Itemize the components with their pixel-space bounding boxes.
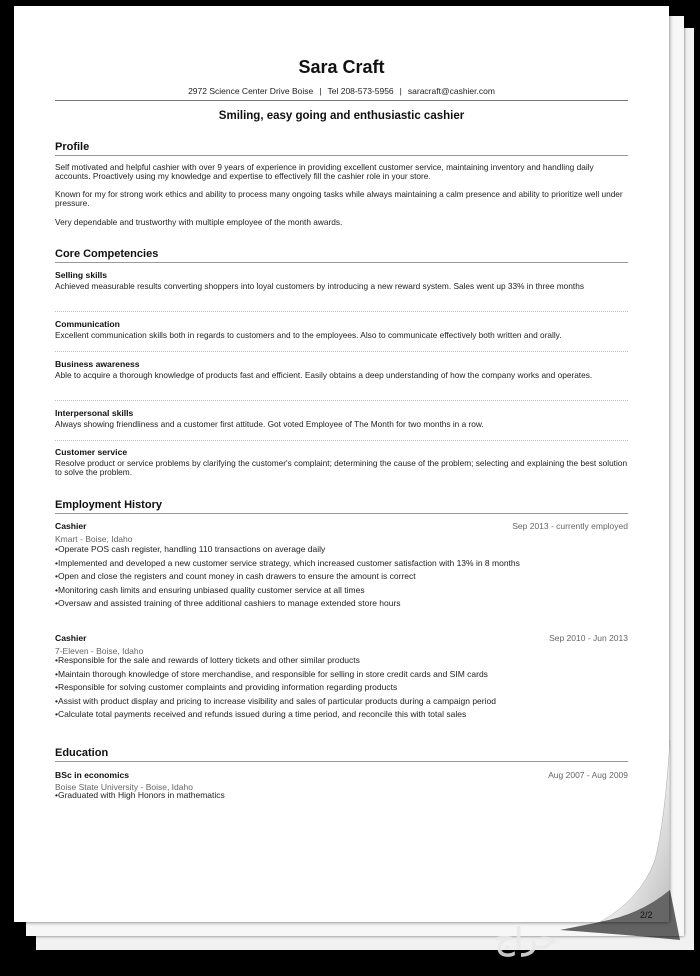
competency-desc: Resolve product or service problems by clarifying the customer's complaint; determining the cause of the problem; selecting and explaining the best solution to solve the problem. bbox=[55, 458, 628, 478]
job-date: Sep 2013 - currently employed bbox=[512, 521, 628, 531]
list-item: • Maintain thorough knowledge of store merchandise, and responsible for selling in store credit cards and SIM cards bbox=[55, 668, 628, 682]
list-item: • Oversaw and assisted training of three additional cashiers to manage extended store hours bbox=[55, 597, 628, 611]
list-item: • Assist with product display and pricing to increase visibility and sales of particular products during a campaign period bbox=[55, 695, 628, 709]
profile-paragraph-3: Very dependable and trustworthy with multiple employee of the month awards. bbox=[55, 217, 343, 227]
school: Boise State University - Boise, Idaho bbox=[55, 782, 193, 792]
employment-heading: Employment History bbox=[55, 499, 628, 514]
phone: Tel 208-573-5956 bbox=[327, 86, 394, 96]
profile-paragraph-2: Known for my for strong work ethics and ability to process many ongoing tasks while always maintaining a calm presence and ability to prioritize well under pressure. bbox=[55, 189, 623, 209]
list-item: • Monitoring cash limits and ensuring unbiased quality customer service at all times bbox=[55, 584, 628, 598]
header-divider bbox=[55, 100, 628, 101]
competency-title: Business awareness bbox=[55, 359, 140, 369]
competency-title: Interpersonal skills bbox=[55, 408, 134, 418]
competency-title: Customer service bbox=[55, 447, 128, 457]
competency-desc: Excellent communication skills both in regards to customers and to the employees. Also to communicate effectively both written and orally. bbox=[55, 330, 562, 340]
profile-heading: Profile bbox=[55, 141, 628, 156]
list-item: • Responsible for solving customer complaints and providing information regarding products bbox=[55, 681, 628, 695]
job-employer: 7-Eleven - Boise, Idaho bbox=[55, 646, 144, 656]
list-item: • Responsible for the sale and rewards of lottery tickets and other similar products bbox=[55, 654, 628, 668]
headline: Smiling, easy going and enthusiastic cashier bbox=[218, 110, 465, 122]
contact-line: 2972 Science Center Drive Boise | Tel 208-573-5956 | saracraft@cashier.com bbox=[188, 86, 495, 96]
education-heading: Education bbox=[55, 747, 628, 762]
list-item: • Calculate total payments received and refunds issued during a time period, and reconcile this with total sales bbox=[55, 708, 628, 722]
list-item: • Operate POS cash register, handling 110 transactions on average daily bbox=[55, 543, 628, 557]
address: 2972 Science Center Drive Boise bbox=[188, 86, 314, 96]
competency-desc: Able to acquire a thorough knowledge of products fast and efficient. Easily obtains a deep understanding of how the company works and operates. bbox=[55, 370, 593, 380]
job-title: Cashier bbox=[55, 633, 87, 643]
profile-paragraph-1: Self motivated and helpful cashier with over 9 years of experience in providing excellent customer service, maintaining inventory and handling daily accounts. Proactively using my knowledge and expertise to effectively fill the cashier role in your store. bbox=[55, 162, 594, 182]
competencies-heading: Core Competencies bbox=[55, 248, 628, 263]
list-item: • Open and close the registers and count money in cash drawers to ensure the amount is correct bbox=[55, 570, 628, 584]
competency-divider bbox=[55, 400, 628, 401]
competency-desc: Always showing friendliness and a customer first attitude. Got voted Employee of The Month for two months in a row. bbox=[55, 419, 484, 429]
page-curl-icon bbox=[560, 740, 680, 940]
resume-name: Sara Craft bbox=[298, 57, 385, 77]
list-item: • Implemented and developed a new customer service strategy, which increased customer satisfaction with 13% in 8 months bbox=[55, 557, 628, 571]
watermark: حراج bbox=[495, 923, 558, 956]
email: saracraft@cashier.com bbox=[407, 86, 495, 96]
job-bullets bbox=[55, 543, 628, 611]
competency-title: Communication bbox=[55, 319, 120, 329]
competency-desc: Achieved measurable results converting shoppers into loyal customers by introducing a new reward system. Sales went up 33% in three months bbox=[55, 281, 584, 291]
competency-divider bbox=[55, 311, 628, 312]
job-bullets bbox=[55, 654, 628, 722]
list-item: • Graduated with High Honors in mathematics bbox=[55, 789, 628, 803]
degree-title: BSc in economics bbox=[55, 770, 130, 780]
competency-divider bbox=[55, 440, 628, 441]
competency-title: Selling skills bbox=[55, 270, 108, 280]
education-date: Aug 2007 - Aug 2009 bbox=[548, 770, 628, 780]
job-employer: Kmart - Boise, Idaho bbox=[55, 534, 133, 544]
education-bullets bbox=[55, 789, 628, 803]
competency-divider bbox=[55, 351, 628, 352]
job-title: Cashier bbox=[55, 521, 87, 531]
job-date: Sep 2010 - Jun 2013 bbox=[549, 633, 628, 643]
